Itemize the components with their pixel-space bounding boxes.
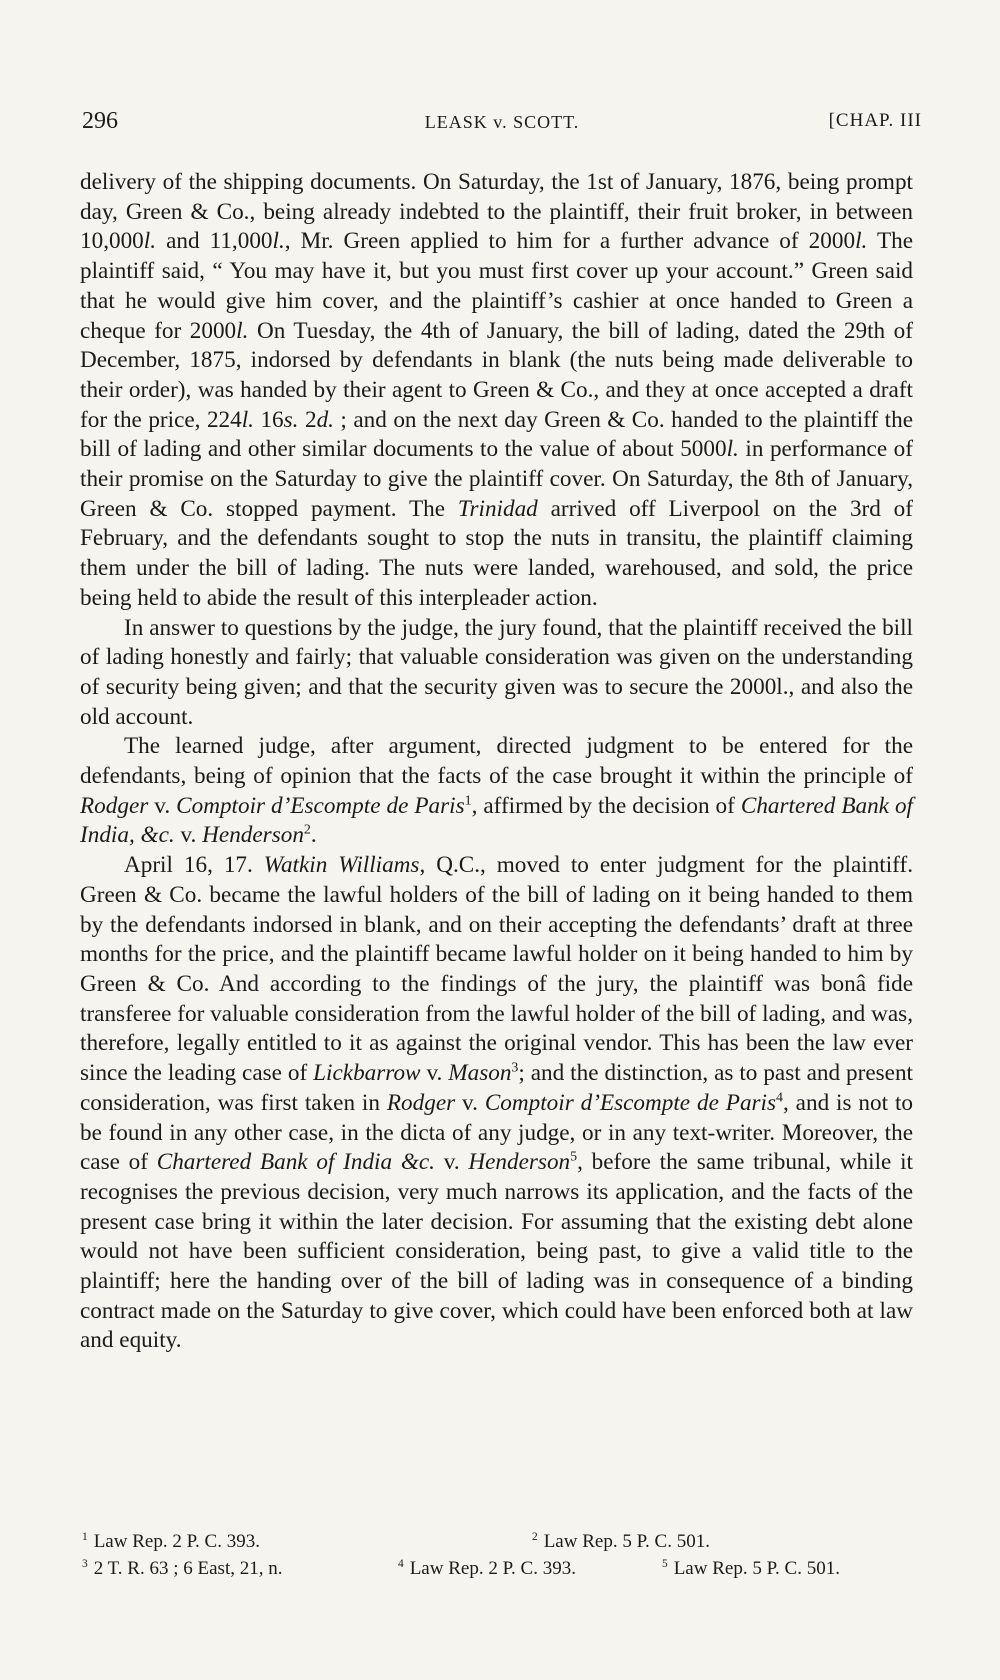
text-run: , affirmed by the decision of xyxy=(471,792,741,819)
text-run: On Tuesday, the 4th of January, the bill of lading, dated the 29th of December, 1875, indorsed by defendants in blank (the nuts being made deliverable to their order), was handed by their agent to Green & Co., and they at once accepted a draft for the price, 224 xyxy=(80,317,913,433)
text-run: April 16, 17. xyxy=(124,852,264,879)
text-run: , Q.C., moved to enter judgment for the plaintiff. Green & Co. became the lawful holders of the bill of lading on it being handed to them by the defendants indorsed in blank, and on their accepting the defendants’ draft at three months for the price, and the plaintiff became lawful holder on it being handed to him by Green & Co. And according to the findings of the jury, the plaintiff was bonâ fide transferee for valuable consideration from the lawful holder of the bill of lading, and was, therefore, legally entitled to it as against the original vendor. This has been the law ever since the leading case of xyxy=(80,852,913,1087)
text-run: arrived off Liverpool on the 3rd of February, and the defendants sought to stop the nuts in transitu, the plaintiff claiming them under the bill of lading. The nuts were landed, warehoused, and sold, the price being held to abide the result of this interpleader action. xyxy=(80,495,913,611)
text-run: 2 xyxy=(298,406,317,433)
footnote-1 xyxy=(82,1528,260,1555)
footnote-mark: 1 xyxy=(82,1530,88,1543)
italic-run: l. xyxy=(272,228,285,255)
paragraph-3 xyxy=(80,732,913,851)
running-head xyxy=(82,108,922,142)
italic-run: Henderson xyxy=(202,822,304,849)
footnote-text: Law Rep. 5 P. C. 501. xyxy=(543,1531,710,1552)
italic-run: d. xyxy=(316,406,334,433)
text-run: v. xyxy=(174,822,203,849)
text-run: , before the same tribunal, while it recognises the previous decision, very much narrows its application, and the facts of the present case bring it within the later decision. For assuming that the existing debt alone would not have been sufficient consideration, being past, to give a valid title to the plaintiff; here the handing over of the bill of lading was in consequence of a binding contract made on the Saturday to give cover, which could have been enforced both at law and equity. xyxy=(80,1149,913,1354)
paragraph-4 xyxy=(80,851,913,1356)
text-run: , and is not to be found in any other case, in the dicta of any judge, or in any text-writer. Moreover, the case of xyxy=(80,1089,913,1176)
italic-run: l. xyxy=(241,406,254,433)
footnote-ref: 2 xyxy=(303,822,311,838)
footnote-ref: 3 xyxy=(511,1060,519,1076)
footnote-ref: 1 xyxy=(464,793,472,809)
footnote-mark: 4 xyxy=(398,1557,404,1570)
footnote-text: Law Rep. 2 P. C. 393. xyxy=(93,1531,260,1552)
paragraph-1 xyxy=(80,168,913,614)
text-run: delivery of the shipping documents. On Saturday, the 1st of January, 1876, being prompt day, Green & Co., being already indebted to the plaintiff, their fruit broker, in between 10,000 xyxy=(80,169,913,255)
footnote-ref: 4 xyxy=(776,1090,783,1106)
text-run: . xyxy=(310,822,317,849)
page-number: 296 xyxy=(82,108,118,134)
italic-run: Comptoir d’Escompte de Paris xyxy=(176,792,465,819)
footnote-mark: 3 xyxy=(82,1557,88,1570)
footnote-row xyxy=(80,1555,913,1582)
footnote-5 xyxy=(662,1555,840,1582)
footnote-mark: 5 xyxy=(662,1557,668,1570)
footnote-4 xyxy=(398,1555,576,1582)
text-run: and 11,000 xyxy=(156,228,273,255)
text-run: v. xyxy=(420,1060,449,1087)
text-run: ; and on the next day Green & Co. handed to the plaintiff the bill of lading and other similar documents to the value of about 5000 xyxy=(80,406,913,463)
italic-run: Lickbarrow xyxy=(313,1060,421,1087)
text-run: in performance of their promise on the Saturday to give the plaintiff cover. On Saturday, the 8th of January, Green & Co. stopped payment. The xyxy=(80,436,913,522)
italic-run: l. xyxy=(726,436,739,463)
italic-run: Mason xyxy=(448,1060,512,1087)
italic-run: l. xyxy=(236,317,249,344)
paragraph-2: In answer to questions by the judge, the jury found, that the plaintiff received the bill of lading honestly and fairly; that valuable consideration was given on the understanding of security being given; and that the security given was to secure the 2000l., and also the old account. xyxy=(80,614,913,730)
italic-run: Chartered Bank of India &c. xyxy=(156,1149,435,1176)
body-text xyxy=(80,168,913,1356)
footnote-text: 2 T. R. 63 ; 6 East, 21, n. xyxy=(93,1558,283,1579)
text-run: , Mr. Green applied to him for a further advance of 2000 xyxy=(284,228,856,255)
italic-run: Watkin Williams xyxy=(263,852,420,879)
footnote-ref: 5 xyxy=(570,1149,578,1165)
text-run: The learned judge, after argument, directed judgment to be entered for the defendants, being of opinion that the facts of the case brought it within the principle of xyxy=(80,733,913,790)
running-title: LEASK v. SCOTT. xyxy=(424,112,580,132)
italic-run: Chartered Bank of India, &c. xyxy=(80,792,913,849)
italic-run: Rodger xyxy=(386,1089,456,1116)
italic-run: l. xyxy=(855,228,868,255)
footnote-mark: 2 xyxy=(532,1530,538,1543)
footnote-text: Law Rep. 5 P. C. 501. xyxy=(673,1558,840,1579)
italic-run: Henderson xyxy=(468,1149,571,1176)
footnote-row xyxy=(80,1528,913,1555)
footnote-3 xyxy=(82,1555,282,1582)
text-run: ; and the distinction, as to past and present consideration, was first taken in xyxy=(80,1060,914,1116)
text-run: v. xyxy=(455,1089,485,1116)
footnotes xyxy=(80,1528,913,1582)
footnote-2 xyxy=(532,1528,710,1555)
italic-run: Trinidad xyxy=(457,495,538,522)
italic-run: Rodger xyxy=(80,792,149,819)
text-run: v. xyxy=(434,1149,469,1176)
text-run: 16 xyxy=(253,406,284,433)
italic-run: Comptoir d’Escompte de Paris xyxy=(484,1089,777,1116)
text-run: The plaintiff said, “ You may have it, but you must first cover up your account.” Green said that he would give him cover, and the plaintiff’s cashier at once handed to Green a cheque for 2000 xyxy=(80,228,913,344)
footnote-text: Law Rep. 2 P. C. 393. xyxy=(409,1558,576,1579)
chapter-label: [CHAP. III xyxy=(828,110,922,131)
text-run: v. xyxy=(148,792,177,819)
italic-run: s. xyxy=(283,406,299,433)
italic-run: l. xyxy=(143,228,157,255)
